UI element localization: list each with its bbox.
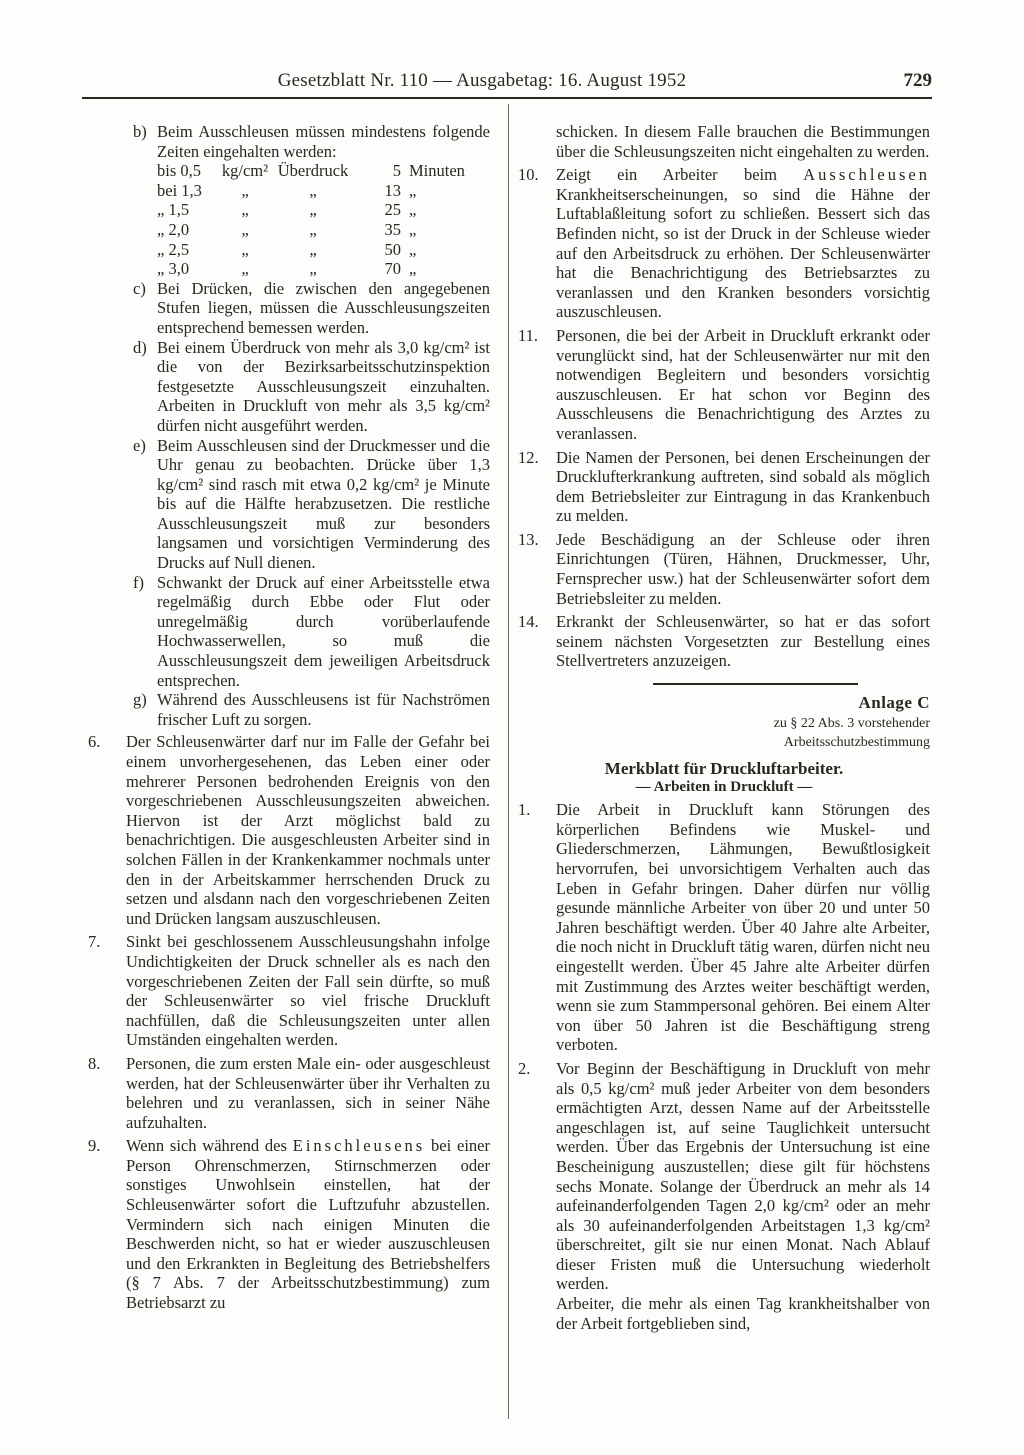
item-9-emphasis: Einschleusens: [292, 1136, 426, 1156]
item-c: [88, 279, 490, 338]
table-cell: 50: [384, 239, 401, 259]
left-column: [88, 122, 490, 1313]
page-header: [82, 66, 932, 96]
item-10: [518, 165, 930, 322]
item-9: [88, 1136, 490, 1312]
item-b-number: b): [133, 122, 147, 141]
item-e-number: e): [133, 435, 146, 455]
item-12-number: 12.: [518, 447, 539, 467]
table-cell: „ 2,0: [157, 219, 190, 239]
item-e-text: Beim Ausschleusen sind der Druckmesser und die Uhr genau zu beobachten. Drücke über 1,3 kg/cm² sind rasch mit etwa 0,2 kg/cm² je Minute bis auf die Hälfte herabzusetzen. Die restliche Ausschleusungszeit muß zur besonders langsamen und vorsichtigen Verminderung des Drucks auf Null dienen.: [157, 435, 490, 573]
table-cell: 70: [384, 259, 401, 279]
anlage-reference-line-2: Arbeitsschutzbestimmung: [783, 734, 930, 750]
item-g-number: g): [133, 690, 147, 710]
item-8-text: Personen, die zum ersten Male ein- oder ausgeschleust werden, hat der Schleusenwärter über ihr Verhalten zu belehren und zu veranlassen, sich in seiner Nähe aufzuhalten.: [126, 1053, 490, 1132]
table-cell: „: [309, 259, 317, 279]
merkblatt-item-1-number: 1.: [518, 800, 531, 820]
table-cell: „: [241, 180, 249, 200]
column-divider: [508, 104, 509, 1419]
item-d: [88, 338, 490, 436]
item-9-text-b: bei einer Person Ohrenschmerzen, Stirnschmerzen oder sonstiges Unwohlsein einstellen, hat der Schleusenwärter sofort die Luftzufuhr abzustellen. Vermindern sich nach einigen Minuten die Beschwerden nicht, so hat er wieder auszuschleusen und den Erkrankten in Begleitung des Betriebshelfers (§ 7 Abs. 7 der Arbeitsschutzbestimmung) zum Betriebsarzt zu: [126, 1136, 490, 1313]
table-cell: „ 3,0: [157, 259, 190, 279]
ausschleusung-times-table: [157, 161, 465, 279]
item-g-text: Während des Ausschleusens ist für Nachströmen frischer Luft zu sorgen.: [157, 690, 490, 729]
table-row: [157, 200, 465, 220]
anlage-heading: Anlage C: [858, 693, 930, 713]
page-number: 729: [903, 70, 932, 91]
table-cell: „: [309, 219, 317, 239]
item-g: [88, 690, 490, 729]
section-rule: [653, 683, 858, 685]
item-13-text: Jede Beschädigung an der Schleuse oder ihren Einrichtungen (Türen, Hähnen, Druckmesser, Uhr, Fernsprecher usw.) hat der Schleusenwärter sofort dem Betriebsleiter zu melden.: [556, 529, 930, 608]
table-cell: „: [241, 200, 249, 220]
table-row: [157, 161, 465, 181]
table-cell: bis 0,5: [157, 161, 202, 181]
merkblatt-item-1-text: Die Arbeit in Druckluft kann Störungen des körperlichen Befindens wie Muskel- und Gliederschmerzen, Lähmungen, Bewußtlosigkeit hervorrufen, bei unvorsichtigem Verhalten auch das Leben in Gefahr bringen. Daher dürfen nur völlig gesunde männliche Arbeiter von über 20 und unter 50 Jahren beschäftigt werden. Über 40 Jahre alte Arbeiter, die noch nicht in Druckluft tätig waren, dürfen nicht neu eingestellt werden. Über 45 Jahre alte Arbeiter dürfen mit Zustimmung des Arztes weiter beschäftigt werden, wenn sie zum Stammpersonal gehören. Bei einem Alter von über 50 Jahren ist die Beschäftigung streng verboten.: [556, 800, 930, 1055]
item-14: [518, 612, 930, 671]
right-column: [518, 122, 930, 1333]
merkblatt-subtitle: — Arbeiten in Druckluft —: [635, 779, 813, 796]
merkblatt-item-2: [518, 1059, 930, 1294]
item-10-emphasis: Ausschleusen: [803, 165, 930, 185]
table-cell: „ 1,5: [157, 200, 190, 220]
item-7-number: 7.: [88, 932, 101, 952]
table-cell: „: [241, 259, 249, 279]
item-14-number: 14.: [518, 612, 539, 632]
table-cell: „: [409, 239, 417, 259]
item-6: [88, 732, 490, 928]
merkblatt-item-2-continuation: Arbeiter, die mehr als einen Tag krankheitshalber von der Arbeit fortgeblieben sind,: [556, 1294, 930, 1333]
table-row: [157, 220, 465, 240]
table-cell: 25: [384, 200, 401, 220]
table-cell: „: [409, 180, 417, 200]
table-cell: Minuten: [409, 161, 465, 181]
item-10-text-a: Zeigt ein Arbeiter beim: [556, 165, 804, 185]
item-c-text: Bei Drücken, die zwischen den angegebenen Stufen liegen, müssen die Ausschleusungszeiten entsprechend bemessen werden.: [157, 278, 490, 337]
item-b: [88, 122, 490, 161]
table-cell: 5: [392, 161, 401, 181]
item-9-number: 9.: [88, 1136, 101, 1156]
item-b-text: Beim Ausschleusen müssen mindestens folgende Zeiten eingehalten werden:: [157, 122, 490, 161]
header-rule: [82, 97, 932, 99]
item-14-text: Erkrankt der Schleusenwärter, so hat er das sofort seinem nächsten Vorgesetzten zur Bestellung eines Stellvertreters anzuzeigen.: [556, 612, 930, 671]
item-d-number: d): [133, 337, 147, 357]
item-12-text: Die Namen der Personen, bei denen Erscheinungen der Drucklufterkrankung auftreten, sind sobald als möglich dem Betriebsleiter zur Eintragung in das Krankenbuch zu melden.: [556, 447, 930, 526]
table-cell: „: [241, 239, 249, 259]
item-10-text-b: Krankheitserscheinungen, so sind die Hähne der Luftablaßleitung sofort zu schließen. Bessert sich das Befinden nicht, so ist der Druck in der Schleuse wieder auf den Arbeitsdruck zu erhöhen. Der Schleusenwärter hat die Benachrichtigung des Betriebsarztes zu veranlassen und den Kranken besonders vorsichtig auszuschleusen.: [556, 184, 930, 322]
item-6-text: Der Schleusenwärter darf nur im Falle der Gefahr bei einem unvorhergesehenen, das Leben einer oder mehrerer Personen bedrohenden Ereignis von den vorgeschriebenen Ausschleusungszeiten abweichen. Hiervon ist der Arzt möglichst bald zu benachrichtigen. Die ausgeschleusten Arbeiter sind in solchen Fällen in der Krankenkammer nochmals unter den in der Arbeitskammer herrschenden Druck zu setzen und alsdann nach den vorgeschriebenen Zeiten und Drücken langsam auszuschleusen.: [126, 732, 490, 928]
table-cell: „: [409, 259, 417, 279]
item-11-text: Personen, die bei der Arbeit in Druckluft erkrankt oder verunglückt sind, hat der Schleusenwärter nur mit den notwendigen Begleitern und besonders vorsichtig auszuschleusen. Er hat schon vor Beginn des Ausschleusens die Benachrichtigung des Arztes zu veranlassen.: [556, 325, 930, 443]
merkblatt-item-1: [518, 800, 930, 1055]
item-e: [88, 436, 490, 573]
table-row: [157, 240, 465, 260]
item-7: [88, 932, 490, 1050]
table-cell: 13: [384, 180, 401, 200]
table-cell: „: [409, 200, 417, 220]
table-cell: bei 1,3: [157, 180, 202, 200]
item-9-continuation: schicken. In diesem Falle brauchen die Bestimmungen über die Schleusungszeiten nicht eingehalten zu werden.: [556, 122, 930, 161]
item-d-text: Bei einem Überdruck von mehr als 3,0 kg/cm² ist die von der Bezirksarbeitsschutzinspektion festgesetzte Ausschleusungszeit einzuhalten. Arbeiten in Druckluft von mehr als 3,5 kg/cm² dürfen nicht ausgeführt werden.: [157, 337, 490, 435]
anlage-reference-line-1: zu § 22 Abs. 3 vorstehender: [773, 715, 930, 731]
table-cell: „: [309, 180, 317, 200]
item-7-text: Sinkt bei geschlossenem Ausschleusungshahn infolge Undichtigkeiten der Druck schneller als es nach den vorgeschriebenen Zeiten der Fall sein dürfte, so muß der Schleusenwärter so viel frische Druckluft nachfüllen, daß die Schleusungszeiten unter allen Umständen eingehalten werden.: [126, 932, 490, 1050]
item-8-number: 8.: [88, 1053, 101, 1073]
item-6-number: 6.: [88, 732, 101, 752]
item-f-text: Schwankt der Druck auf einer Arbeitsstelle etwa regelmäßig durch Ebbe oder Flut oder unregelmäßig durch vorüberlaufende Hochwasserwellen, so muß die Ausschleusungszeit dem jeweiligen Arbeitsdruck entsprechen.: [157, 572, 490, 690]
item-11-number: 11.: [518, 325, 539, 345]
table-cell: kg/cm²: [221, 161, 269, 181]
item-c-number: c): [133, 278, 146, 298]
table-cell: Überdruck: [277, 161, 349, 181]
table-cell: „: [309, 200, 317, 220]
header-title: Gesetzblatt Nr. 110 — Ausgabetag: 16. August 1952: [277, 70, 687, 91]
table-cell: „: [241, 219, 249, 239]
item-12: [518, 448, 930, 526]
item-10-number: 10.: [518, 165, 539, 185]
table-row: [157, 259, 465, 279]
merkblatt-item-2-text: Vor Beginn der Beschäftigung in Druckluft von mehr als 0,5 kg/cm² muß jeder Arbeiter von dem besonders ermächtigten Arzt, dessen Name auf der Arbeitsstelle angeschlagen ist, auf seine Tauglichkeit untersucht werden. Über das Ergebnis der Untersuchung ist eine Bescheinigung auszustellen; diese gilt für höchstens sechs Monate. Solange der Überdruck an mehr als 14 aufeinanderfolgenden Tagen 2,0 kg/cm² oder an mehr als 30 aufeinanderfolgenden Arbeitstagen 1,3 kg/cm² überschreitet, gilt sie nur einen Monat. Nach Ablauf dieser Fristen muß die Untersuchung wiederholt werden.: [556, 1058, 930, 1294]
item-8: [88, 1054, 490, 1132]
merkblatt-title: Merkblatt für Druckluftarbeiter.: [604, 758, 844, 778]
table-cell: „ 2,5: [157, 239, 190, 259]
item-f-number: f): [133, 572, 144, 592]
item-11: [518, 326, 930, 444]
table-cell: „: [409, 219, 417, 239]
table-cell: 35: [384, 219, 401, 239]
merkblatt-item-2-number: 2.: [518, 1058, 531, 1078]
item-9-text-a: Wenn sich während des: [126, 1136, 293, 1156]
table-cell: „: [309, 239, 317, 259]
item-f: [88, 573, 490, 691]
item-13: [518, 530, 930, 608]
table-row: [157, 181, 465, 201]
item-13-number: 13.: [518, 529, 539, 549]
